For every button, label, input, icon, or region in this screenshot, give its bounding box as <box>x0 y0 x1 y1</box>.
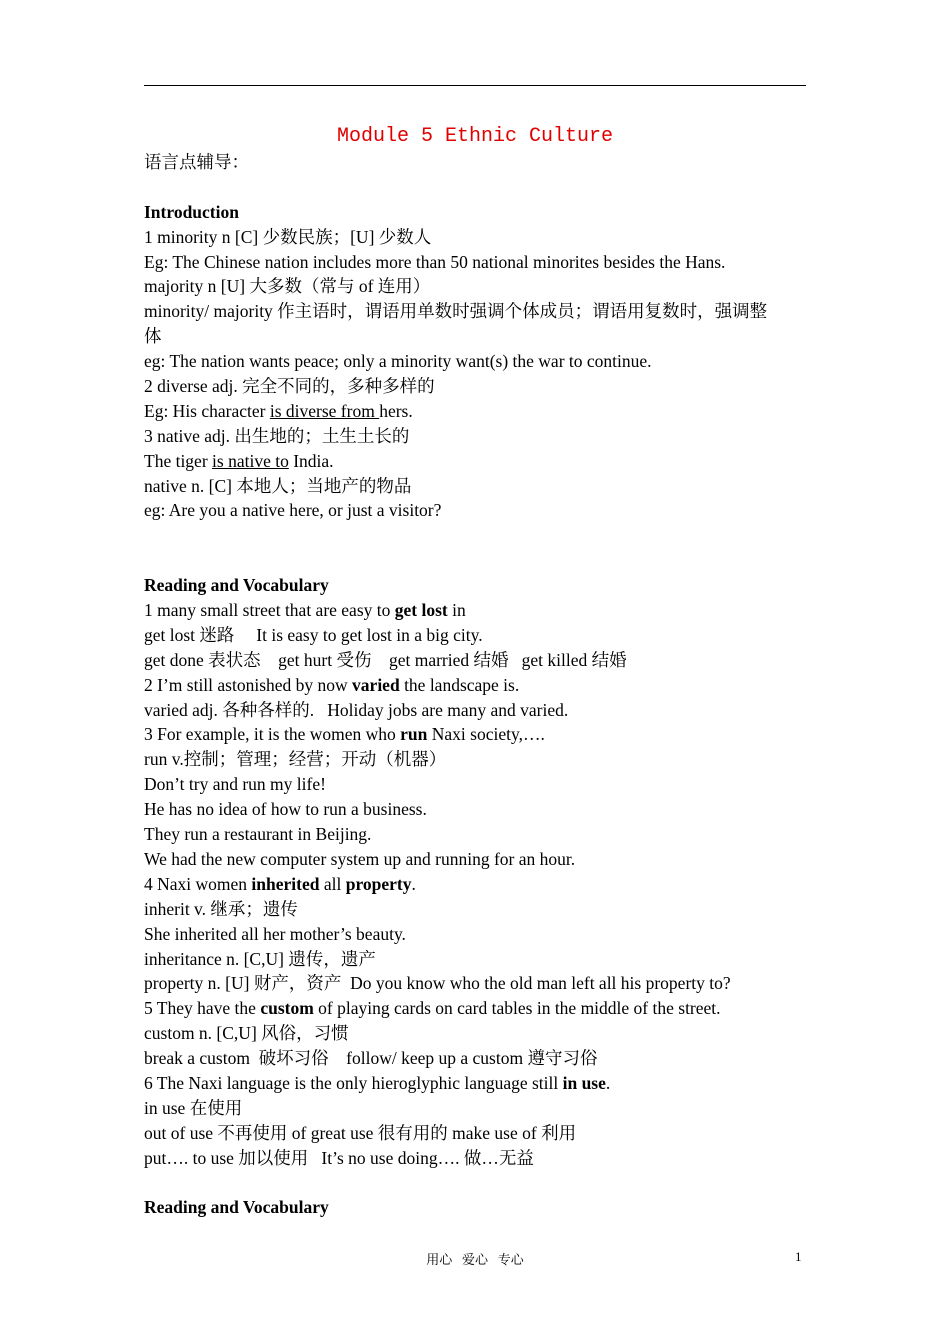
text-line: We had the new computer system up and running for an hour. <box>144 848 576 869</box>
page-title: Module 5 Ethnic Culture <box>336 125 614 148</box>
text-line: native n. [C] 本地人；当地产的物品 <box>144 475 412 496</box>
text-line: Don’t try and run my life! <box>144 774 326 795</box>
spacer <box>144 175 814 200</box>
text-line: inheritance n. [C,U] 遗传，遗产 <box>144 948 376 969</box>
text-line: 5 They have the custom of playing cards on card tables in the middle of the street. <box>144 998 721 1019</box>
text-line: inherit v. 继承；遗传 <box>144 898 298 919</box>
text-line: custom n. [C,U] 风俗，习惯 <box>144 1023 349 1044</box>
text-line: 体 <box>144 326 162 347</box>
spacer <box>144 548 814 573</box>
text-line: She inherited all her mother’s beauty. <box>144 923 406 944</box>
text-line: eg: The nation wants peace; only a minority want(s) the war to continue. <box>144 351 652 372</box>
text-line: put…. to use 加以使用 It’s no use doing…. 做…无益 <box>144 1147 534 1168</box>
text-line: 2 diverse adj. 完全不同的，多种多样的 <box>144 376 435 397</box>
text-line: 2 I’m still astonished by now varied the landscape is. <box>144 674 520 695</box>
text-line: 3 native adj. 出生地的；土生土长的 <box>144 425 410 446</box>
text-line: He has no idea of how to run a business. <box>144 799 427 820</box>
text-line: break a custom 破坏习俗 follow/ keep up a custom 遵守习俗 <box>144 1048 598 1069</box>
spacer <box>144 523 814 548</box>
text-line: Eg: The Chinese nation includes more than 50 national minorites besides the Hans. <box>144 251 726 272</box>
text-line: 4 Naxi women inherited all property. <box>144 873 416 894</box>
text-line: majority n [U] 大多数（常与 of 连用） <box>144 276 431 297</box>
text-line: run v.控制；管理；经营；开动（机器） <box>144 749 447 770</box>
section-heading-introduction: Introduction <box>144 201 239 222</box>
text-line: They run a restaurant in Beijing. <box>144 824 372 845</box>
text-line: 1 many small street that are easy to get lost in <box>144 600 466 621</box>
text-line: get lost 迷路 It is easy to get lost in a big city. <box>144 624 483 645</box>
text-line: 3 For example, it is the women who run Naxi society,…. <box>144 724 545 745</box>
text-line: 6 The Naxi language is the only hieroglyphic language still in use. <box>144 1072 611 1093</box>
text-line: eg: Are you a native here, or just a visitor? <box>144 500 442 521</box>
section-heading-reading: Reading and Vocabulary <box>144 575 329 596</box>
text-line: out of use 不再使用 of great use 很有用的 make use of 利用 <box>144 1122 577 1143</box>
text-line: in use 在使用 <box>144 1097 243 1118</box>
spacer <box>144 1171 814 1196</box>
text-line: Eg: His character is diverse from hers. <box>144 400 413 421</box>
page-footer: 用心 爱心 专心 <box>426 1252 524 1267</box>
text-line: property n. [U] 财产，资产 Do you know who the old man left all his property to? <box>144 973 731 994</box>
underlined-phrase: is native to <box>212 450 289 471</box>
text-line: get done 表状态 get hurt 受伤 get married 结婚 get killed 结婚 <box>144 649 627 670</box>
text-line: minority/ majority 作主语时，谓语用单数时强调个体成员；谓语用复数时，强调整 <box>144 301 768 322</box>
header-rule <box>144 85 806 86</box>
text-line: The tiger is native to India. <box>144 450 334 471</box>
document-body <box>144 150 814 1220</box>
text-line: 1 minority n [C] 少数民族；[U] 少数人 <box>144 226 432 247</box>
underlined-phrase: is diverse from <box>269 400 380 421</box>
section-heading-reading-2: Reading and Vocabulary <box>144 1197 329 1218</box>
text-line: varied adj. 各种各样的. Holiday jobs are many and varied. <box>144 699 569 720</box>
subtitle: 语言点辅导： <box>144 152 249 172</box>
page-number: 1 <box>795 1249 802 1264</box>
